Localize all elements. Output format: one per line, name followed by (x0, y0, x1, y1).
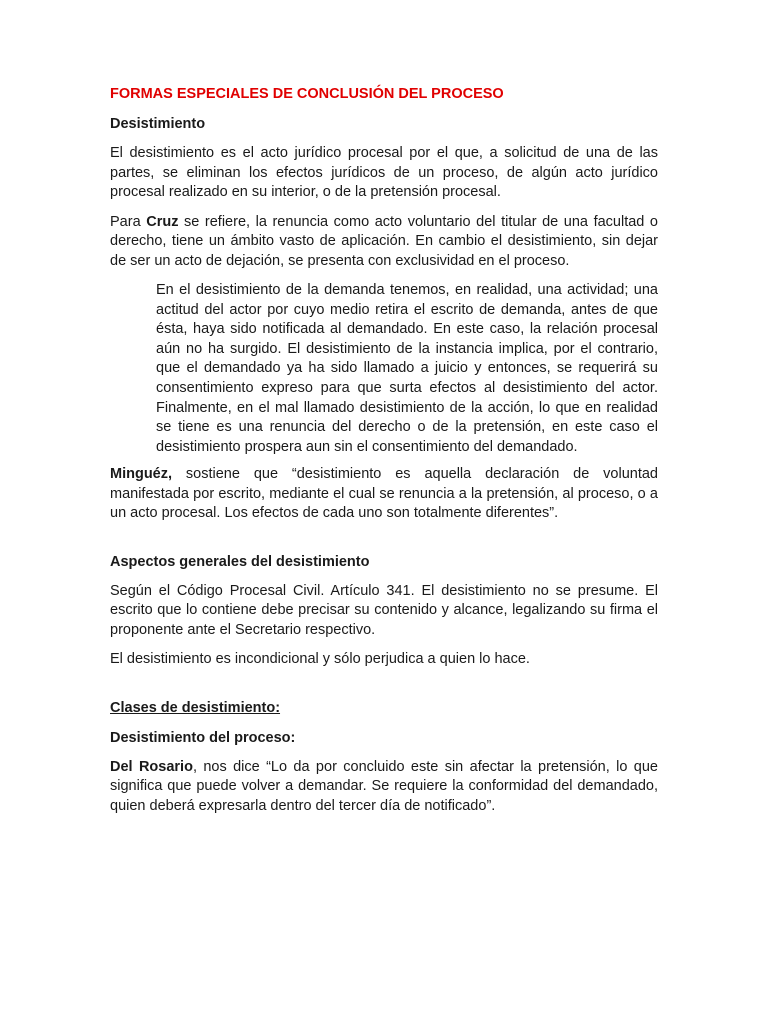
paragraph-minguez (110, 465, 658, 524)
document-title: FORMAS ESPECIALES DE CONCLUSIÓN DEL PROCESO (110, 86, 504, 102)
author-cruz: Cruz (146, 213, 179, 230)
heading-desistimiento-proceso: Desistimiento del proceso: (110, 729, 296, 746)
document-page (110, 84, 658, 826)
author-minguez: Minguéz, (110, 466, 173, 483)
paragraph-cruz (110, 213, 658, 272)
block-quote: En el desistimiento de la demanda tenemos, en realidad, una actividad; una actitud del actor por cuyo medio retira el escrito de demanda, antes de que ésta, haya sido notificada al demandado. En este caso, la relación procesal aún no ha surgido. El desistimiento de la instancia implica, por el contrario, que el demandado ya ha sido llamado a juicio y entonces, se requerirá su consentimiento expreso para que surta efectos al desistimiento del actor. Finalmente, en el mal llamado desistimiento de la acción, lo que en realidad se tiene es una renuncia del derecho o de la pretensión, en este caso el desistimiento prospera aun sin el consentimiento del demandado. (156, 282, 658, 455)
paragraph-cruz-pre: Para (110, 213, 147, 230)
paragraph-incondicional: El desistimiento es incondicional y sólo perjudica a quien lo hace. (110, 651, 530, 668)
heading-aspectos-generales: Aspectos generales del desistimiento (110, 553, 370, 570)
paragraph-minguez-text: sostiene que “desistimiento es aquella declaración de voluntad manifestada por escrito, mediante el cual se renuncia a la pretensión, al proceso, o a un acto procesal. Los efectos de cada uno son totalmente diferentes”. (110, 466, 658, 522)
spacer (110, 680, 658, 698)
heading-clases: Clases de desistimiento: (110, 699, 281, 716)
paragraph-del-rosario-text: , nos dice “Lo da por concluido este sin afectar la pretensión, lo que significa que puede volver a demandar. Se requiere la conformidad del demandado, quien deberá expresarla dentro del tercer día de notificado”. (110, 758, 658, 814)
paragraph-cruz-text: se refiere, la renuncia como acto voluntario del titular de una facultad o derecho, tiene un ámbito vasto de aplicación. En cambio el desistimiento, sin dejar de ser un acto de dejación, se presenta con exclusividad en el proceso. (110, 213, 658, 269)
author-del-rosario: Del Rosario (110, 758, 193, 775)
paragraph-definition: El desistimiento es el acto jurídico procesal por el que, a solicitud de una de las partes, se eliminan los efectos jurídicos de un proceso, de algún acto jurídico procesal realizado en su interior, o de la pretensión procesal. (110, 145, 658, 200)
heading-desistimiento: Desistimiento (110, 116, 206, 132)
paragraph-del-rosario (110, 758, 658, 817)
spacer (110, 534, 658, 552)
paragraph-codigo-procesal: Según el Código Procesal Civil. Artículo 341. El desistimiento no se presume. El escrito que lo contiene debe precisar su contenido y alcance, legalizando su firma el proponente ante el Secretario respectivo. (110, 582, 658, 638)
